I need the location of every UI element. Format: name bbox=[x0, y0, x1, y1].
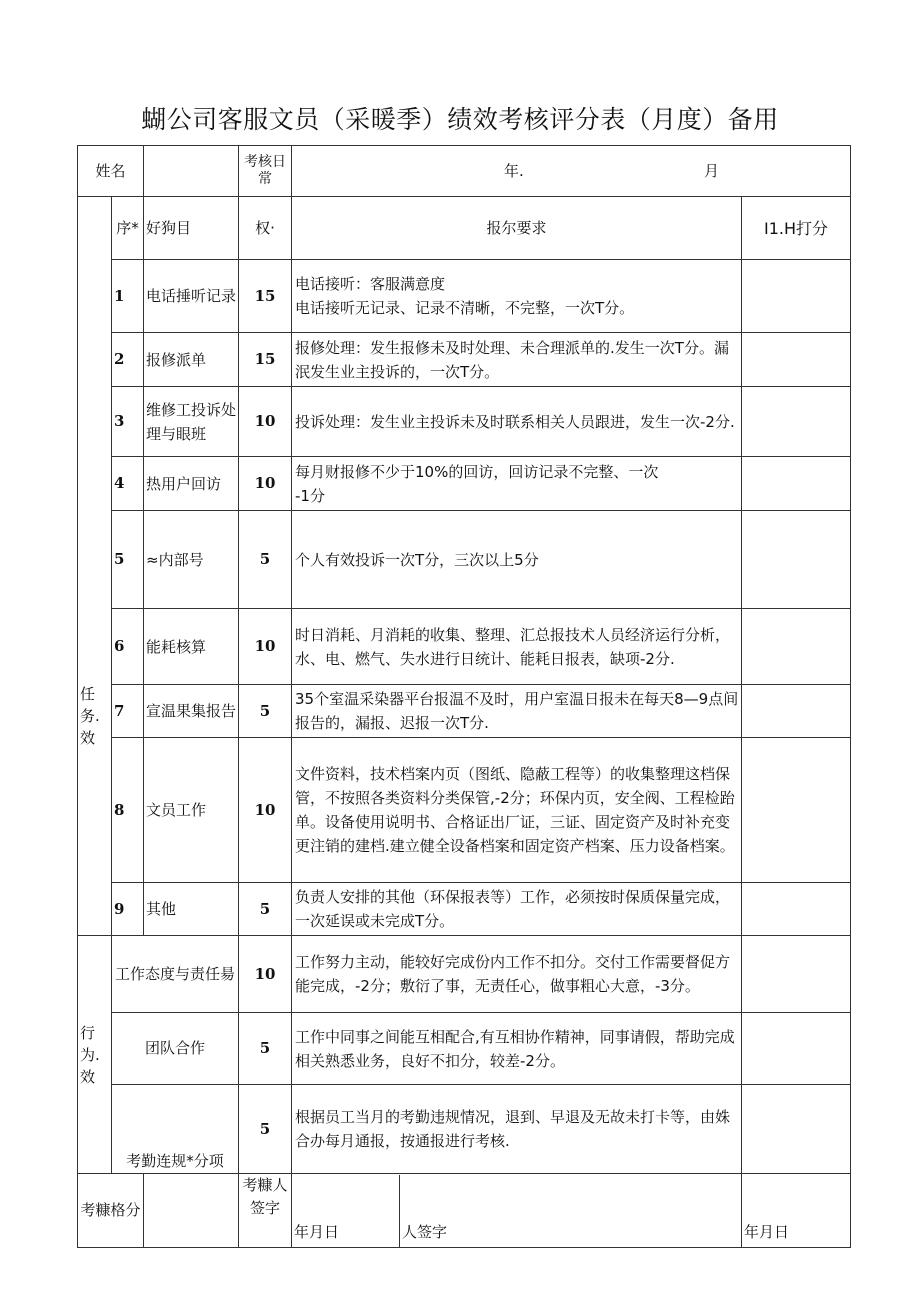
requirement-line: 投诉处理：发生业主投诉未及时联系相关人员跟进，发生一次-2分. bbox=[295, 412, 735, 431]
seq-value: 8 bbox=[114, 800, 125, 819]
row-score-input[interactable] bbox=[742, 511, 851, 609]
item-value: 考勤连规*分项 bbox=[126, 1152, 224, 1170]
col-seq: 序* bbox=[112, 197, 144, 260]
row-item bbox=[144, 685, 239, 738]
row-score-input[interactable] bbox=[742, 685, 851, 738]
sign-area[interactable] bbox=[292, 1174, 742, 1248]
year-label: 年. bbox=[504, 161, 524, 180]
behavior-group-text: 行为.效 bbox=[80, 1023, 100, 1086]
row-item bbox=[144, 511, 239, 609]
weight-value: 10 bbox=[254, 800, 276, 819]
seq-value: 1 bbox=[114, 286, 125, 305]
task-row bbox=[78, 511, 851, 609]
row-seq bbox=[112, 333, 144, 387]
row-weight bbox=[239, 387, 292, 457]
row-requirement bbox=[292, 609, 742, 685]
row-requirement bbox=[292, 387, 742, 457]
task-row bbox=[78, 609, 851, 685]
item-value: 报修派单 bbox=[146, 350, 207, 369]
signer-label-text: 考糠人签字 bbox=[242, 1176, 288, 1217]
score-label-text: 考糠格分 bbox=[80, 1201, 141, 1219]
requirement-line: 电话接听：客服满意度 bbox=[295, 275, 446, 293]
row-score-input[interactable] bbox=[742, 1085, 851, 1174]
requirement-line: 时日消耗、月消耗的收集、整理、汇总报技术人员经济运行分析，水、电、燃气、失水进行日统计、能耗日报表，缺项-2分. bbox=[295, 625, 731, 668]
row-item bbox=[144, 333, 239, 387]
weight-value: 5 bbox=[259, 1039, 271, 1057]
requirement-line: 文件资料，技术档案内页（图纸、隐蔽工程等）的收集整理这档保管，不按照各类资料分类保管,-2分；环保内页，安全阀、工程检跆单。设备使用说明书、合格证出厂证，三证、固定资产及时补充变更注销的建档.建立健全设备档案和固定资产档案、压力设备档案。 bbox=[295, 765, 735, 855]
item-value: 电话捶听记录 bbox=[146, 287, 237, 305]
task-row bbox=[78, 457, 851, 511]
row-score-input[interactable] bbox=[742, 333, 851, 387]
row-item bbox=[144, 738, 239, 883]
weight-value: 5 bbox=[259, 701, 271, 720]
row-item bbox=[112, 1013, 239, 1085]
requirement-line: 35个室温采染器平台报温不及时，用户室温日报未在每天8—9点间报告的，漏报、迟报一次T分. bbox=[295, 690, 739, 732]
row-requirement bbox=[292, 738, 742, 883]
row-weight bbox=[239, 260, 292, 333]
task-row bbox=[78, 883, 851, 936]
row-item bbox=[112, 1085, 239, 1174]
row-weight bbox=[239, 883, 292, 936]
row-item bbox=[144, 883, 239, 936]
task-row bbox=[78, 333, 851, 387]
row-score-input[interactable] bbox=[742, 738, 851, 883]
row-requirement bbox=[292, 685, 742, 738]
row-weight bbox=[239, 511, 292, 609]
requirement-line: 负责人安排的其他（环保报表等）工作，必须按时保质保量完成，一次延误或未完成T分。 bbox=[295, 888, 731, 930]
row-requirement bbox=[292, 883, 742, 936]
row-score-input[interactable] bbox=[742, 883, 851, 936]
item-value: 工作态度与责任昜 bbox=[115, 964, 236, 983]
date-right-cell[interactable] bbox=[742, 1174, 851, 1248]
requirement-line: 报修处理：发生报修未及时处理、未合理派单的.发生一次T分。漏泯发生业主投诉的，一次T分。 bbox=[295, 338, 729, 381]
requirement-line: 个人有效投诉一次T分，三次以上5分 bbox=[295, 550, 539, 569]
page-title: 蝴公司客服文员（采暖季）绩效考核评分表（月度）备用 bbox=[141, 105, 779, 134]
row-seq bbox=[112, 457, 144, 511]
row-seq bbox=[112, 738, 144, 883]
row-weight bbox=[239, 457, 292, 511]
item-value: 能耗核算 bbox=[146, 637, 207, 656]
row-score-input[interactable] bbox=[742, 936, 851, 1013]
weight-value: 10 bbox=[254, 964, 276, 983]
seq-value: 7 bbox=[114, 701, 125, 720]
row-score-input[interactable] bbox=[742, 609, 851, 685]
row-weight bbox=[239, 685, 292, 738]
item-value: 团队合作 bbox=[145, 1039, 206, 1057]
requirement-line: 电话接听无记录、记录不清晰，不完整，一次T分。 bbox=[295, 299, 635, 317]
item-value: ≈内部号 bbox=[146, 550, 204, 569]
row-requirement bbox=[292, 1085, 742, 1174]
task-row bbox=[78, 387, 851, 457]
requirement-line: 每月财报修不少于10%的回访，回访记录不完整、一次 bbox=[295, 462, 659, 481]
behavior-row bbox=[78, 936, 851, 1013]
requirement-line: 工作中同事之间能互相配合,有互相协作精神，同事请假，帮助完成相关熟悉业务，良好不扣分，较差-2分。 bbox=[295, 1027, 735, 1070]
period-label: 考核日常 bbox=[239, 146, 292, 197]
name-label: 姓名 bbox=[78, 146, 144, 197]
row-requirement bbox=[292, 1013, 742, 1085]
task-row bbox=[78, 738, 851, 883]
item-value: 热用户回访 bbox=[146, 474, 222, 493]
name-value[interactable] bbox=[144, 146, 239, 197]
row-score-input[interactable] bbox=[742, 260, 851, 333]
row-item bbox=[144, 260, 239, 333]
item-value: 文员工作 bbox=[146, 801, 207, 819]
signer-label bbox=[239, 1174, 292, 1248]
date-left: 年月日 bbox=[294, 1223, 340, 1241]
row-seq bbox=[112, 511, 144, 609]
weight-value: 10 bbox=[254, 474, 276, 492]
period-value[interactable] bbox=[292, 146, 851, 197]
row-score-input[interactable] bbox=[742, 387, 851, 457]
row-seq bbox=[112, 387, 144, 457]
item-value: 维修工投诉处理与眼班 bbox=[146, 400, 237, 443]
weight-value: 5 bbox=[259, 1119, 271, 1138]
item-value: 宣温果集报告 bbox=[146, 702, 237, 720]
seq-value: 4 bbox=[114, 474, 125, 492]
row-seq bbox=[112, 260, 144, 333]
row-item bbox=[144, 457, 239, 511]
task-group-label: 任务.效 bbox=[78, 197, 112, 936]
row-requirement bbox=[292, 333, 742, 387]
col-item: 好狗目 bbox=[144, 197, 239, 260]
behavior-row bbox=[78, 1085, 851, 1174]
row-seq bbox=[112, 685, 144, 738]
row-score-input[interactable] bbox=[742, 457, 851, 511]
row-item bbox=[112, 936, 239, 1013]
col-score: I1.H打分 bbox=[742, 197, 851, 260]
seq-value: 2 bbox=[114, 350, 125, 368]
header-row bbox=[78, 146, 851, 197]
footer-row bbox=[78, 1174, 851, 1248]
requirement-line: -1分 bbox=[295, 486, 325, 505]
row-requirement bbox=[292, 936, 742, 1013]
evaluation-table bbox=[77, 145, 851, 1248]
row-weight bbox=[239, 936, 292, 1013]
row-item bbox=[144, 387, 239, 457]
seq-value: 5 bbox=[114, 550, 125, 568]
col-requirement: 报尔要求 bbox=[292, 197, 742, 260]
weight-value: 15 bbox=[254, 286, 276, 305]
weight-value: 15 bbox=[254, 350, 276, 368]
requirement-line: 工作努力主动，能较好完成份内工作不扣分。交付工作需要督促方能完成，-2分；敷衍了事，无责任心，做事粗心大意，-3分。 bbox=[295, 953, 731, 995]
behavior-group-label bbox=[78, 936, 112, 1174]
row-item bbox=[144, 609, 239, 685]
weight-value: 10 bbox=[254, 412, 276, 430]
row-weight bbox=[239, 609, 292, 685]
score-value[interactable] bbox=[144, 1174, 239, 1248]
row-requirement bbox=[292, 511, 742, 609]
row-seq bbox=[112, 883, 144, 936]
seq-value: 9 bbox=[114, 899, 125, 918]
row-weight bbox=[239, 333, 292, 387]
task-row bbox=[78, 685, 851, 738]
col-weight: 权· bbox=[239, 197, 292, 260]
row-seq bbox=[112, 609, 144, 685]
row-requirement bbox=[292, 457, 742, 511]
behavior-row bbox=[78, 1013, 851, 1085]
row-weight bbox=[239, 738, 292, 883]
row-score-input[interactable] bbox=[742, 1013, 851, 1085]
weight-value: 5 bbox=[259, 899, 271, 918]
seq-value: 3 bbox=[114, 412, 125, 430]
row-requirement bbox=[292, 260, 742, 333]
row-weight bbox=[239, 1013, 292, 1085]
month-label: 月 bbox=[704, 161, 720, 180]
date-right: 年月日 bbox=[744, 1223, 790, 1241]
item-value: 其他 bbox=[146, 900, 177, 918]
weight-value: 5 bbox=[259, 550, 271, 568]
column-header-row bbox=[78, 197, 851, 260]
person-sign-label: 人签字 bbox=[402, 1223, 448, 1241]
task-row bbox=[78, 260, 851, 333]
requirement-line: 根据员工当月的考勤违规情况，退到、早退及无故未打卡等，由姝合办每月通报，按通报进行考核. bbox=[295, 1108, 731, 1150]
weight-value: 10 bbox=[254, 637, 276, 655]
seq-value: 6 bbox=[114, 637, 125, 655]
score-label bbox=[78, 1174, 144, 1248]
row-weight bbox=[239, 1085, 292, 1174]
